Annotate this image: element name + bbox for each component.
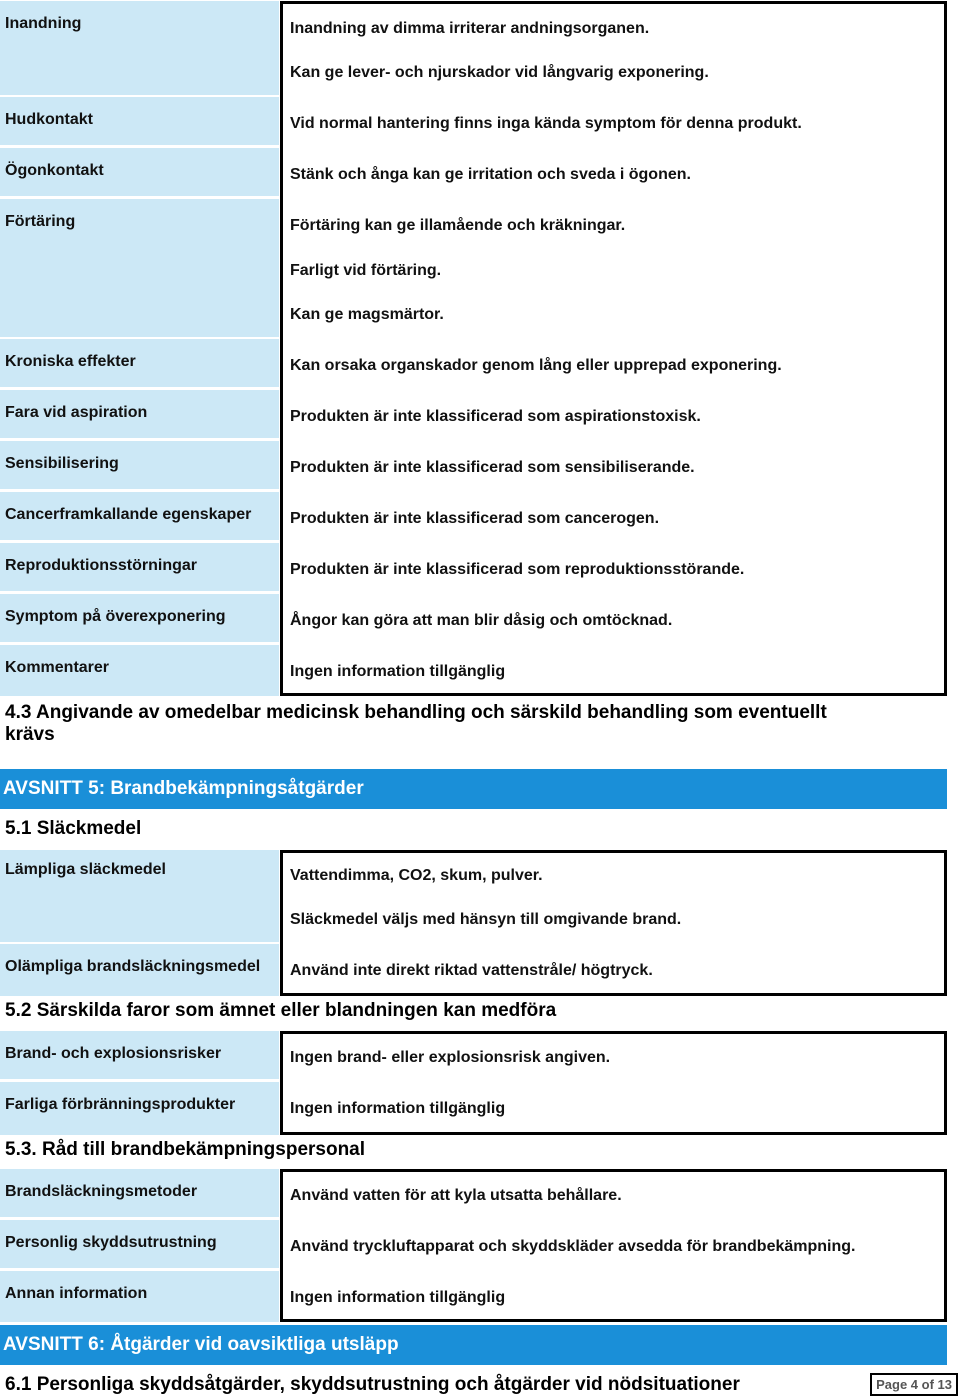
heading-4-3: 4.3 Angivande av omedelbar medicinsk behandling och särskild behandling som eventuellt <box>5 702 827 723</box>
section-5-banner: AVSNITT 5: Brandbekämpningsåtgärder <box>0 769 947 809</box>
label-personlig-skydd: Personlig skyddsutrustning <box>0 1220 279 1268</box>
label-annan-information: Annan information <box>0 1271 279 1322</box>
section-6-banner: AVSNITT 6: Åtgärder vid oavsiktliga utsläpp <box>0 1325 947 1365</box>
value-line: Kan ge lever- och njurskador vid långvarig exponering. <box>290 64 709 81</box>
label-hudkontakt: Hudkontakt <box>0 97 279 145</box>
value-line: Produkten är inte klassificerad som aspirationstoxisk. <box>290 408 701 425</box>
value-line: Vid normal hantering finns inga kända symptom för denna produkt. <box>290 115 802 132</box>
value-line: Förtäring kan ge illamående och kräkningar. <box>290 217 626 234</box>
label-fara-aspiration: Fara vid aspiration <box>0 390 279 438</box>
label-inandning: Inandning <box>0 1 279 95</box>
label-brand-explosion: Brand- och explosionsrisker <box>0 1031 279 1079</box>
label-olampliga: Olämpliga brandsläckningsmedel <box>0 944 279 996</box>
value-line: Kan ge magsmärtor. <box>290 306 444 323</box>
value-line: Kan orsaka organskador genom lång eller upprepad exponering. <box>290 357 782 374</box>
label-farliga-forbranning: Farliga förbränningsprodukter <box>0 1082 279 1135</box>
heading-6-1: 6.1 Personliga skyddsåtgärder, skyddsutrustning och åtgärder vid nödsituationer <box>5 1374 740 1395</box>
label-brandslackning: Brandsläckningsmetoder <box>0 1169 279 1217</box>
value-line: Inandning av dimma irriterar andningsorganen. <box>290 20 650 37</box>
label-lampliga: Lämpliga släckmedel <box>0 850 279 942</box>
value-line: Produkten är inte klassificerad som reproduktionsstörande. <box>290 561 745 578</box>
value-line: Använd tryckluftapparat och skyddskläder avsedda för brandbekämpning. <box>290 1238 856 1255</box>
label-cancerframkallande: Cancerframkallande egenskaper <box>0 492 279 540</box>
table-a-box <box>280 1 947 696</box>
value-line: Ångor kan göra att man blir dåsig och omtöcknad. <box>290 612 673 629</box>
value-line: Ingen information tillgänglig <box>290 663 506 680</box>
value-line: Använd inte direkt riktad vattenstråle/ högtryck. <box>290 962 653 979</box>
value-line: Produkten är inte klassificerad som cancerogen. <box>290 510 660 527</box>
label-reproduktion: Reproduktionsstörningar <box>0 543 279 591</box>
page-number: Page 4 of 13 <box>870 1373 958 1396</box>
heading-5-3: 5.3. Råd till brandbekämpningspersonal <box>5 1139 366 1160</box>
label-kommentarer: Kommentarer <box>0 645 279 696</box>
value-line: Använd vatten för att kyla utsatta behållare. <box>290 1187 622 1204</box>
value-line: Ingen information tillgänglig <box>290 1289 506 1306</box>
value-line: Släckmedel väljs med hänsyn till omgivande brand. <box>290 911 682 928</box>
value-line: Farligt vid förtäring. <box>290 262 442 279</box>
label-symptom: Symptom på överexponering <box>0 594 279 642</box>
label-kroniska-effekter: Kroniska effekter <box>0 339 279 387</box>
value-line: Produkten är inte klassificerad som sensibiliserande. <box>290 459 695 476</box>
heading-5-1: 5.1 Släckmedel <box>5 818 142 839</box>
table-5-2-box <box>280 1031 947 1135</box>
label-ogonkontakt: Ögonkontakt <box>0 148 279 196</box>
value-line: Ingen information tillgänglig <box>290 1100 506 1117</box>
value-line: Stänk och ånga kan ge irritation och sveda i ögonen. <box>290 166 691 183</box>
label-fortaring: Förtäring <box>0 199 279 337</box>
value-line: Ingen brand- eller explosionsrisk angiven. <box>290 1049 611 1066</box>
heading-4-3-cont: krävs <box>5 724 55 745</box>
heading-5-2: 5.2 Särskilda faror som ämnet eller blandningen kan medföra <box>5 1000 557 1021</box>
label-sensibilisering: Sensibilisering <box>0 441 279 489</box>
value-line: Vattendimma, CO2, skum, pulver. <box>290 867 543 884</box>
